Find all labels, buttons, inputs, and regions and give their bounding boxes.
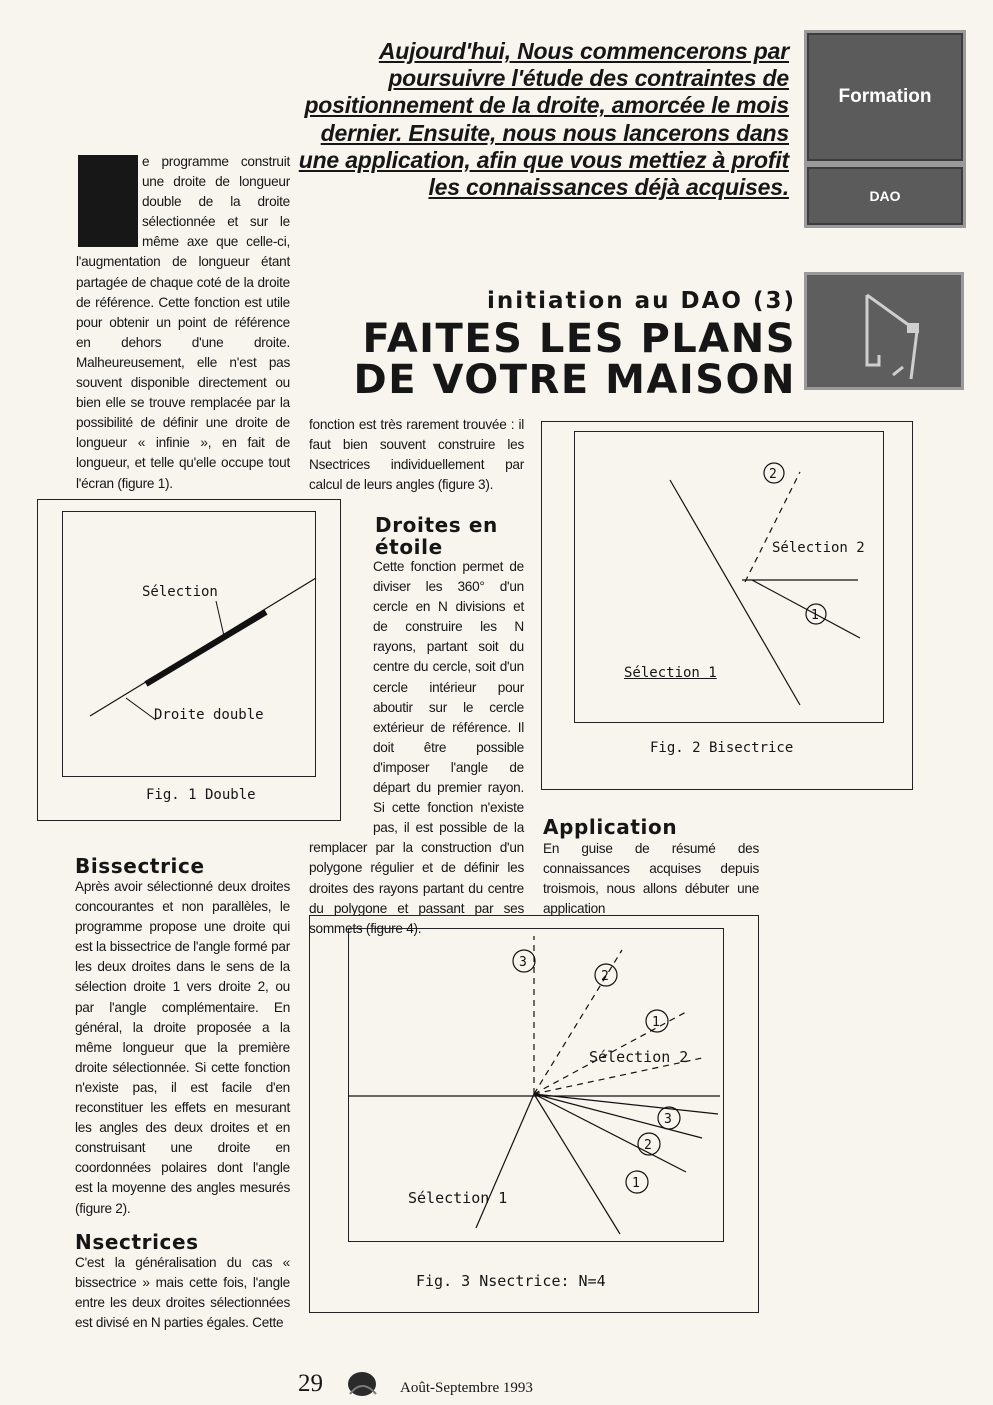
figure-3-drawing — [310, 916, 758, 1312]
figure-3-label-sel2: Sélection 2 — [589, 1048, 689, 1066]
figure-3-mark-1b: 1 — [632, 1176, 640, 1191]
figure-3-mark-3a: 3 — [519, 955, 527, 970]
title-illustration — [804, 272, 964, 390]
article-title-line1: FAITES LES PLANS — [362, 316, 796, 362]
tab-dao-label: DAO — [869, 188, 901, 204]
column2-top: fonction est très rarement trouvée : il faut bien souvent construire les Nsectrices individuellement par calcul de leurs angles (figure 3). — [309, 417, 524, 493]
figure-2-caption: Fig. 2 Bisectrice — [650, 740, 794, 756]
figure-1-drawing — [38, 500, 340, 820]
figure-1-label-selection: Sélection — [142, 584, 218, 600]
tab-dao — [804, 164, 966, 228]
figure-1 — [37, 499, 341, 821]
drafting-icon — [807, 275, 961, 387]
figure-2-mark-1: 1 — [811, 608, 819, 623]
etoile-text: Cette fonction permet de diviser les 360° d'un cercle en N divisions et de construire les N rayons, partant soit du centre du cercle, soit d'un cercle intérieur pour aboutir sur le cercle extérieur de référence. Il doit être possible d'imposer l'angle de départ du premier rayon. Si cette fonction n'existe pas, il est possible de la remplacer par la construction d'un polygone régulier et de définir les droites des rayons partant du centre du polygone et passant par ses sommets (figure 4). — [309, 559, 524, 936]
bissectrice-heading: Bissectrice — [75, 854, 205, 878]
publisher-logo — [342, 1368, 382, 1400]
intro-paragraph: Aujourd'hui, Nous commencerons par poursuivre l'étude des contraintes de positionnement de la droite, amorcée le mois dernier. Ensuite, nous nous lancerons dans une application, afin que vous mettiez à profit les connaissances déjà acquises. — [298, 38, 789, 201]
figure-1-caption: Fig. 1 Double — [146, 787, 256, 803]
column1-first-text: e programme construit une droite de longueur double de la droite sélectionnée et sur le même axe que celle-ci, l'augmentation de longueur étant partagée de chaque coté de la droite de référence. Cette fonction est utile pour obtenir un point de référence en dehors d'une droite. Malheureusement, elle n'est pas souvent disponible directement ou bien elle se trouve remplacée par la possibilité de définir une droite de longueur « infinie », en fait de longueur, et telle qu'elle occupe tout l'écran (figure 1). — [76, 154, 290, 491]
etoile-heading: Droites en étoile — [375, 513, 498, 559]
figure-2-mark-2: 2 — [769, 467, 777, 482]
publisher-logo-icon — [342, 1368, 382, 1400]
application-body: En guise de résumé des connaissances acquises depuis troismois, nous allons débuter une application — [543, 841, 759, 917]
page-number: 29 — [298, 1370, 323, 1397]
figure-3-caption: Fig. 3 Nsectrice: N=4 — [416, 1272, 606, 1290]
figure-3-mark-2a: 2 — [601, 969, 609, 984]
tab-formation — [804, 30, 966, 164]
figure-3-mark-1a: 1 — [652, 1015, 660, 1030]
article-kicker: initiation au DAO (3) — [487, 288, 796, 314]
figure-2 — [541, 421, 913, 790]
figure-3-label-sel1: Sélection 1 — [408, 1189, 508, 1207]
figure-3 — [309, 915, 759, 1313]
bissectrice-body: Après avoir sélectionné deux droites concourantes et non parallèles, le programme propose une droite qui est la bissectrice de l'angle formé par les deux droites dans le sens de la sélection droite 1 vers droite 2, ou par l'angle complémentaire. En général, la droite proposée a la même longueur que la première droite sélectionnée. Si cette fonction n'existe pas, il est facile d'en reconstituer les effets en mesurant les angles des deux droites et en construisant une droite en coordonnées polaires dont l'angle est la moyenne des angles mesurés (figure 2). — [75, 879, 290, 1216]
figure-3-mark-2b: 2 — [644, 1138, 652, 1153]
article-title-line2: DE VOTRE MAISON — [353, 357, 796, 403]
column1-intro — [76, 152, 290, 494]
figure-2-label-sel2: Sélection 2 — [772, 540, 865, 556]
issue-date: Août-Septembre 1993 — [400, 1380, 533, 1396]
figure-1-label-droite: Droite double — [154, 707, 264, 723]
tab-formation-label: Formation — [838, 86, 932, 107]
nsectrices-heading: Nsectrices — [75, 1229, 199, 1254]
figure-2-label-sel1: Sélection 1 — [624, 665, 717, 681]
figure-2-drawing — [542, 422, 912, 789]
nsectrices-body: C'est la généralisation du cas « bissectrice » mais cette fois, l'angle entre les deux droites sélectionnées est divisé en N parties égales. Cette — [75, 1254, 290, 1330]
etoile-body — [309, 557, 524, 939]
column1-lower — [75, 855, 290, 1333]
figure-3-mark-3b: 3 — [664, 1112, 672, 1127]
application-heading: Application — [543, 815, 678, 839]
column1-first-paragraph — [76, 152, 290, 494]
